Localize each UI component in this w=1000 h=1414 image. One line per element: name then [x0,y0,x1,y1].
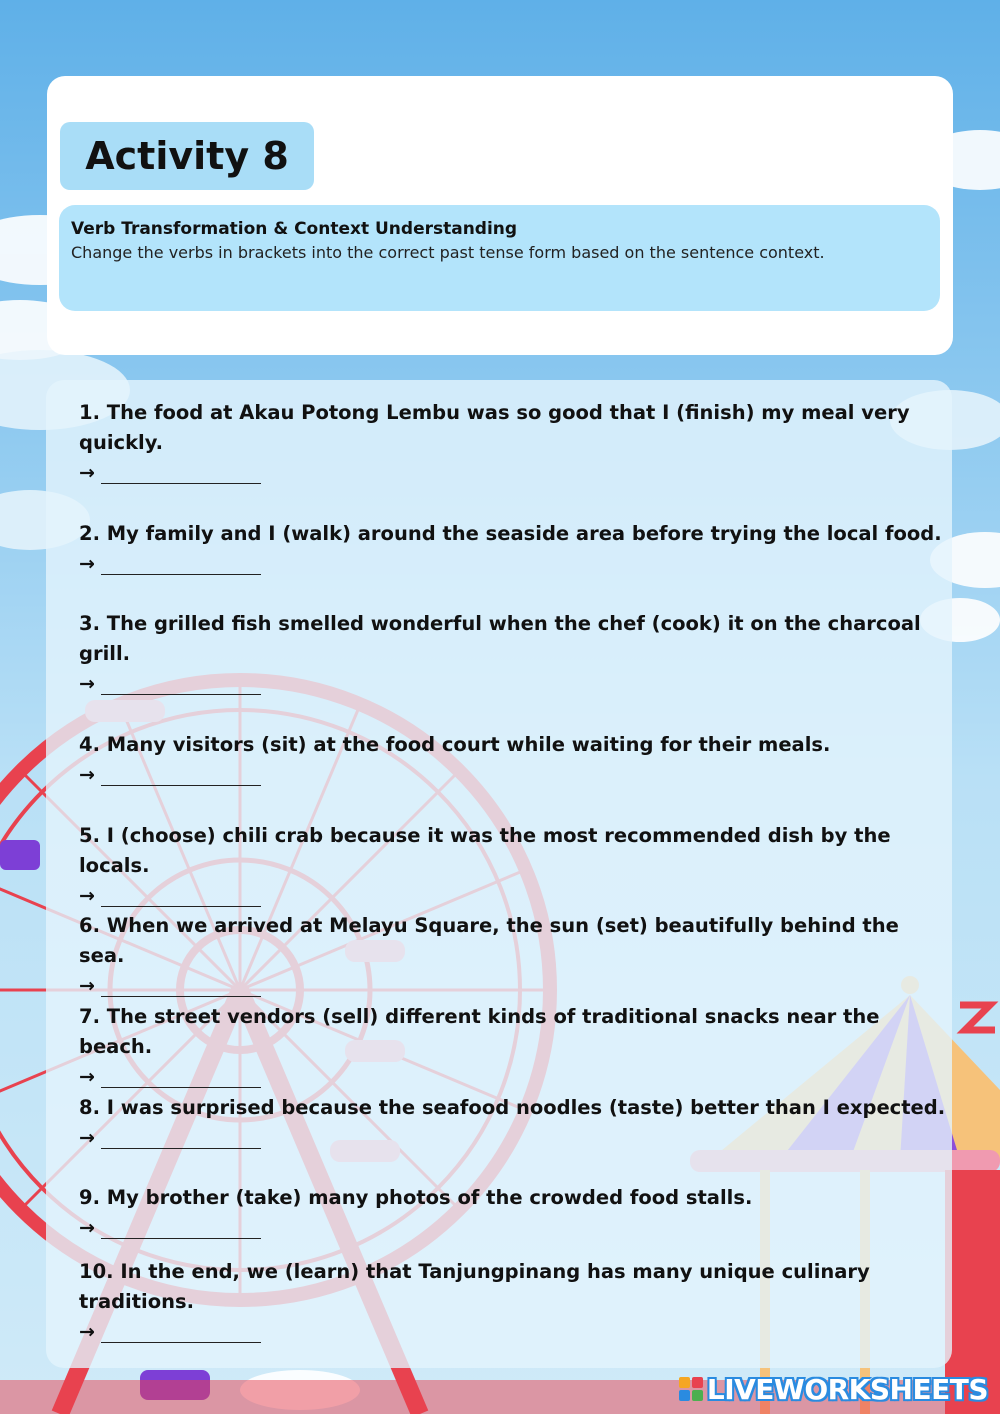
question-5 [79,821,949,911]
question-text: 6. When we arrived at Melayu Square, the sun (set) beautifully behind the sea. [79,914,899,967]
answer-arrow-icon: → [79,462,95,484]
answer-input-6[interactable] [101,976,261,997]
header-card [47,76,953,355]
brand-wordmark: LIVEWORKSHEETS [706,1372,988,1406]
question-1 [79,398,949,488]
answer-input-3[interactable] [101,674,261,695]
answer-arrow-icon: → [79,1127,95,1149]
question-text: 10. In the end, we (learn) that Tanjungpinang has many unique culinary traditions. [79,1260,870,1313]
question-6 [79,911,949,1001]
answer-input-5[interactable] [101,886,261,907]
question-3 [79,609,949,699]
instructions-text: Change the verbs in brackets into the correct past tense form based on the sentence context. [71,243,825,262]
question-10 [79,1257,949,1347]
answer-arrow-icon: → [79,1217,95,1239]
question-2 [79,519,949,579]
question-text: 1. The food at Akau Potong Lembu was so good that I (finish) my meal very quickly. [79,401,910,454]
answer-input-2[interactable] [101,554,261,575]
answer-input-8[interactable] [101,1128,261,1149]
question-8 [79,1093,949,1153]
question-4 [79,730,949,790]
question-text: 2. My family and I (walk) around the seaside area before trying the local food. [79,522,942,545]
question-text: 4. Many visitors (sit) at the food court while waiting for their meals. [79,733,831,756]
answer-input-9[interactable] [101,1218,261,1239]
answer-arrow-icon: → [79,764,95,786]
answer-arrow-icon: → [79,1066,95,1088]
instructions-box [59,205,940,311]
activity-title: Activity 8 [85,134,289,178]
answer-input-7[interactable] [101,1067,261,1088]
answer-input-1[interactable] [101,463,261,484]
answer-arrow-icon: → [79,885,95,907]
answer-input-4[interactable] [101,765,261,786]
question-7 [79,1002,949,1092]
question-text: 7. The street vendors (sell) different kinds of traditional snacks near the beach. [79,1005,880,1058]
questions-card [46,380,952,1368]
liveworksheets-brand [679,1372,988,1406]
activity-title-badge [60,122,314,190]
question-9 [79,1183,949,1243]
liveworksheets-logo-icon [679,1377,703,1401]
answer-arrow-icon: → [79,1321,95,1343]
question-text: 8. I was surprised because the seafood noodles (taste) better than I expected. [79,1096,946,1119]
answer-arrow-icon: → [79,673,95,695]
question-text: 3. The grilled fish smelled wonderful when the chef (cook) it on the charcoal grill. [79,612,921,665]
answer-arrow-icon: → [79,975,95,997]
question-text: 9. My brother (take) many photos of the crowded food stalls. [79,1186,753,1209]
question-text: 5. I (choose) chili crab because it was the most recommended dish by the locals. [79,824,891,877]
answer-input-10[interactable] [101,1322,261,1343]
instructions-title: Verb Transformation & Context Understanding [71,219,518,239]
answer-arrow-icon: → [79,553,95,575]
